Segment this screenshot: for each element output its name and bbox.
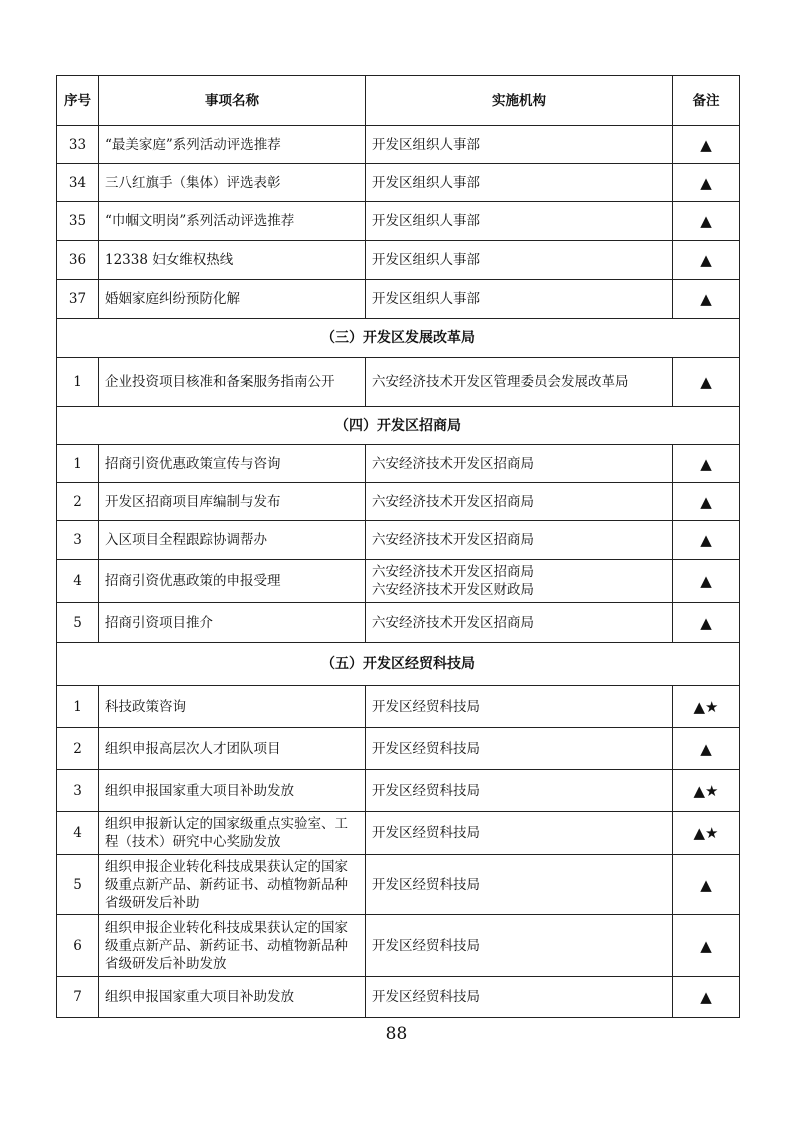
- table-row: [57, 560, 740, 603]
- row-num: 1: [57, 686, 99, 728]
- table-row: [57, 728, 740, 770]
- row-agency: 六安经济技术开发区招商局: [366, 603, 673, 643]
- table-row: [57, 686, 740, 728]
- row-note: ▲: [673, 728, 740, 770]
- row-num: 36: [57, 241, 99, 280]
- row-num: 35: [57, 202, 99, 241]
- row-name: 三八红旗手（集体）评选表彰: [99, 164, 366, 202]
- row-name: 12338 妇女维权热线: [99, 241, 366, 280]
- row-name: “最美家庭”系列活动评选推荐: [99, 126, 366, 164]
- row-num: 1: [57, 358, 99, 407]
- row-agency: 开发区组织人事部: [366, 280, 673, 319]
- row-name: 招商引资项目推介: [99, 603, 366, 643]
- row-agency: 开发区经贸科技局: [366, 915, 673, 977]
- row-num: 2: [57, 728, 99, 770]
- row-agency: 开发区组织人事部: [366, 241, 673, 280]
- table-row: [57, 521, 740, 560]
- row-name: 组织申报新认定的国家级重点实验室、工程（技术）研究中心奖励发放: [99, 812, 366, 855]
- row-name: 组织申报高层次人才团队项目: [99, 728, 366, 770]
- section-row: [57, 319, 740, 358]
- row-name: 招商引资优惠政策宣传与咨询: [99, 445, 366, 483]
- header-note: 备注: [673, 76, 740, 126]
- section-row: [57, 643, 740, 686]
- row-num: 7: [57, 977, 99, 1018]
- section-title: （四）开发区招商局: [57, 407, 740, 445]
- section-title: （三）开发区发展改革局: [57, 319, 740, 358]
- row-note: ▲: [673, 164, 740, 202]
- table-row: [57, 241, 740, 280]
- row-name: 入区项目全程跟踪协调帮办: [99, 521, 366, 560]
- row-note: ▲: [673, 915, 740, 977]
- row-agency: 开发区经贸科技局: [366, 812, 673, 855]
- row-num: 6: [57, 915, 99, 977]
- row-agency: 开发区组织人事部: [366, 126, 673, 164]
- row-agency: 六安经济技术开发区管理委员会发展改革局: [366, 358, 673, 407]
- row-note: ▲: [673, 241, 740, 280]
- agency-line: 六安经济技术开发区财政局: [372, 582, 534, 598]
- row-note: ▲: [673, 603, 740, 643]
- row-agency: 开发区经贸科技局: [366, 686, 673, 728]
- row-num: 37: [57, 280, 99, 319]
- table-row: [57, 280, 740, 319]
- row-agency: 开发区经贸科技局: [366, 855, 673, 915]
- row-agency: 开发区组织人事部: [366, 164, 673, 202]
- row-note: ▲: [673, 445, 740, 483]
- table-row: [57, 915, 740, 977]
- table-row: [57, 164, 740, 202]
- row-num: 4: [57, 560, 99, 603]
- row-note: ▲: [673, 280, 740, 319]
- table-row: [57, 202, 740, 241]
- table-row: [57, 977, 740, 1018]
- row-name: 组织申报企业转化科技成果获认定的国家级重点新产品、新药证书、动植物新品种省级研发后补助: [99, 855, 366, 915]
- page-number: 88: [385, 1024, 408, 1044]
- row-num: 3: [57, 770, 99, 812]
- row-agency: 开发区经贸科技局: [366, 728, 673, 770]
- row-agency: 六安经济技术开发区招商局: [366, 483, 673, 521]
- service-items-table: [56, 75, 740, 1018]
- row-note: ▲: [673, 202, 740, 241]
- row-name: “巾帼文明岗”系列活动评选推荐: [99, 202, 366, 241]
- section-row: [57, 407, 740, 445]
- row-num: 5: [57, 855, 99, 915]
- table-row: [57, 483, 740, 521]
- row-name: 组织申报企业转化科技成果获认定的国家级重点新产品、新药证书、动植物新品种省级研发后补助发放: [99, 915, 366, 977]
- row-num: 3: [57, 521, 99, 560]
- table-row: [57, 445, 740, 483]
- row-agency: 六安经济技术开发区招商局: [366, 521, 673, 560]
- row-name: 婚姻家庭纠纷预防化解: [99, 280, 366, 319]
- row-name: 开发区招商项目库编制与发布: [99, 483, 366, 521]
- row-agency: 开发区经贸科技局: [366, 977, 673, 1018]
- row-note: ▲: [673, 126, 740, 164]
- table-header-row: [57, 76, 740, 126]
- row-note: ▲: [673, 358, 740, 407]
- row-num: 2: [57, 483, 99, 521]
- row-name: 组织申报国家重大项目补助发放: [99, 977, 366, 1018]
- header-agency: 实施机构: [366, 76, 673, 126]
- row-num: 4: [57, 812, 99, 855]
- row-agency: 开发区经贸科技局: [366, 770, 673, 812]
- header-num: 序号: [57, 76, 99, 126]
- row-name: 科技政策咨询: [99, 686, 366, 728]
- row-note: ▲: [673, 560, 740, 603]
- row-num: 1: [57, 445, 99, 483]
- row-note: ▲: [673, 483, 740, 521]
- row-name: 企业投资项目核准和备案服务指南公开: [99, 358, 366, 407]
- section-title: （五）开发区经贸科技局: [57, 643, 740, 686]
- table-row: [57, 770, 740, 812]
- table-row: [57, 358, 740, 407]
- agency-line: 六安经济技术开发区招商局: [372, 564, 534, 580]
- row-agency: [366, 560, 673, 603]
- row-note: ▲★: [673, 812, 740, 855]
- row-agency: 开发区组织人事部: [366, 202, 673, 241]
- table-row: [57, 812, 740, 855]
- row-num: 34: [57, 164, 99, 202]
- header-name: 事项名称: [99, 76, 366, 126]
- row-note: ▲★: [673, 686, 740, 728]
- row-note: ▲: [673, 977, 740, 1018]
- row-num: 33: [57, 126, 99, 164]
- table-row: [57, 603, 740, 643]
- row-name: 招商引资优惠政策的申报受理: [99, 560, 366, 603]
- row-note: ▲: [673, 855, 740, 915]
- row-note: ▲: [673, 521, 740, 560]
- row-num: 5: [57, 603, 99, 643]
- row-name: 组织申报国家重大项目补助发放: [99, 770, 366, 812]
- row-note: ▲★: [673, 770, 740, 812]
- table-row: [57, 855, 740, 915]
- table-row: [57, 126, 740, 164]
- row-agency: 六安经济技术开发区招商局: [366, 445, 673, 483]
